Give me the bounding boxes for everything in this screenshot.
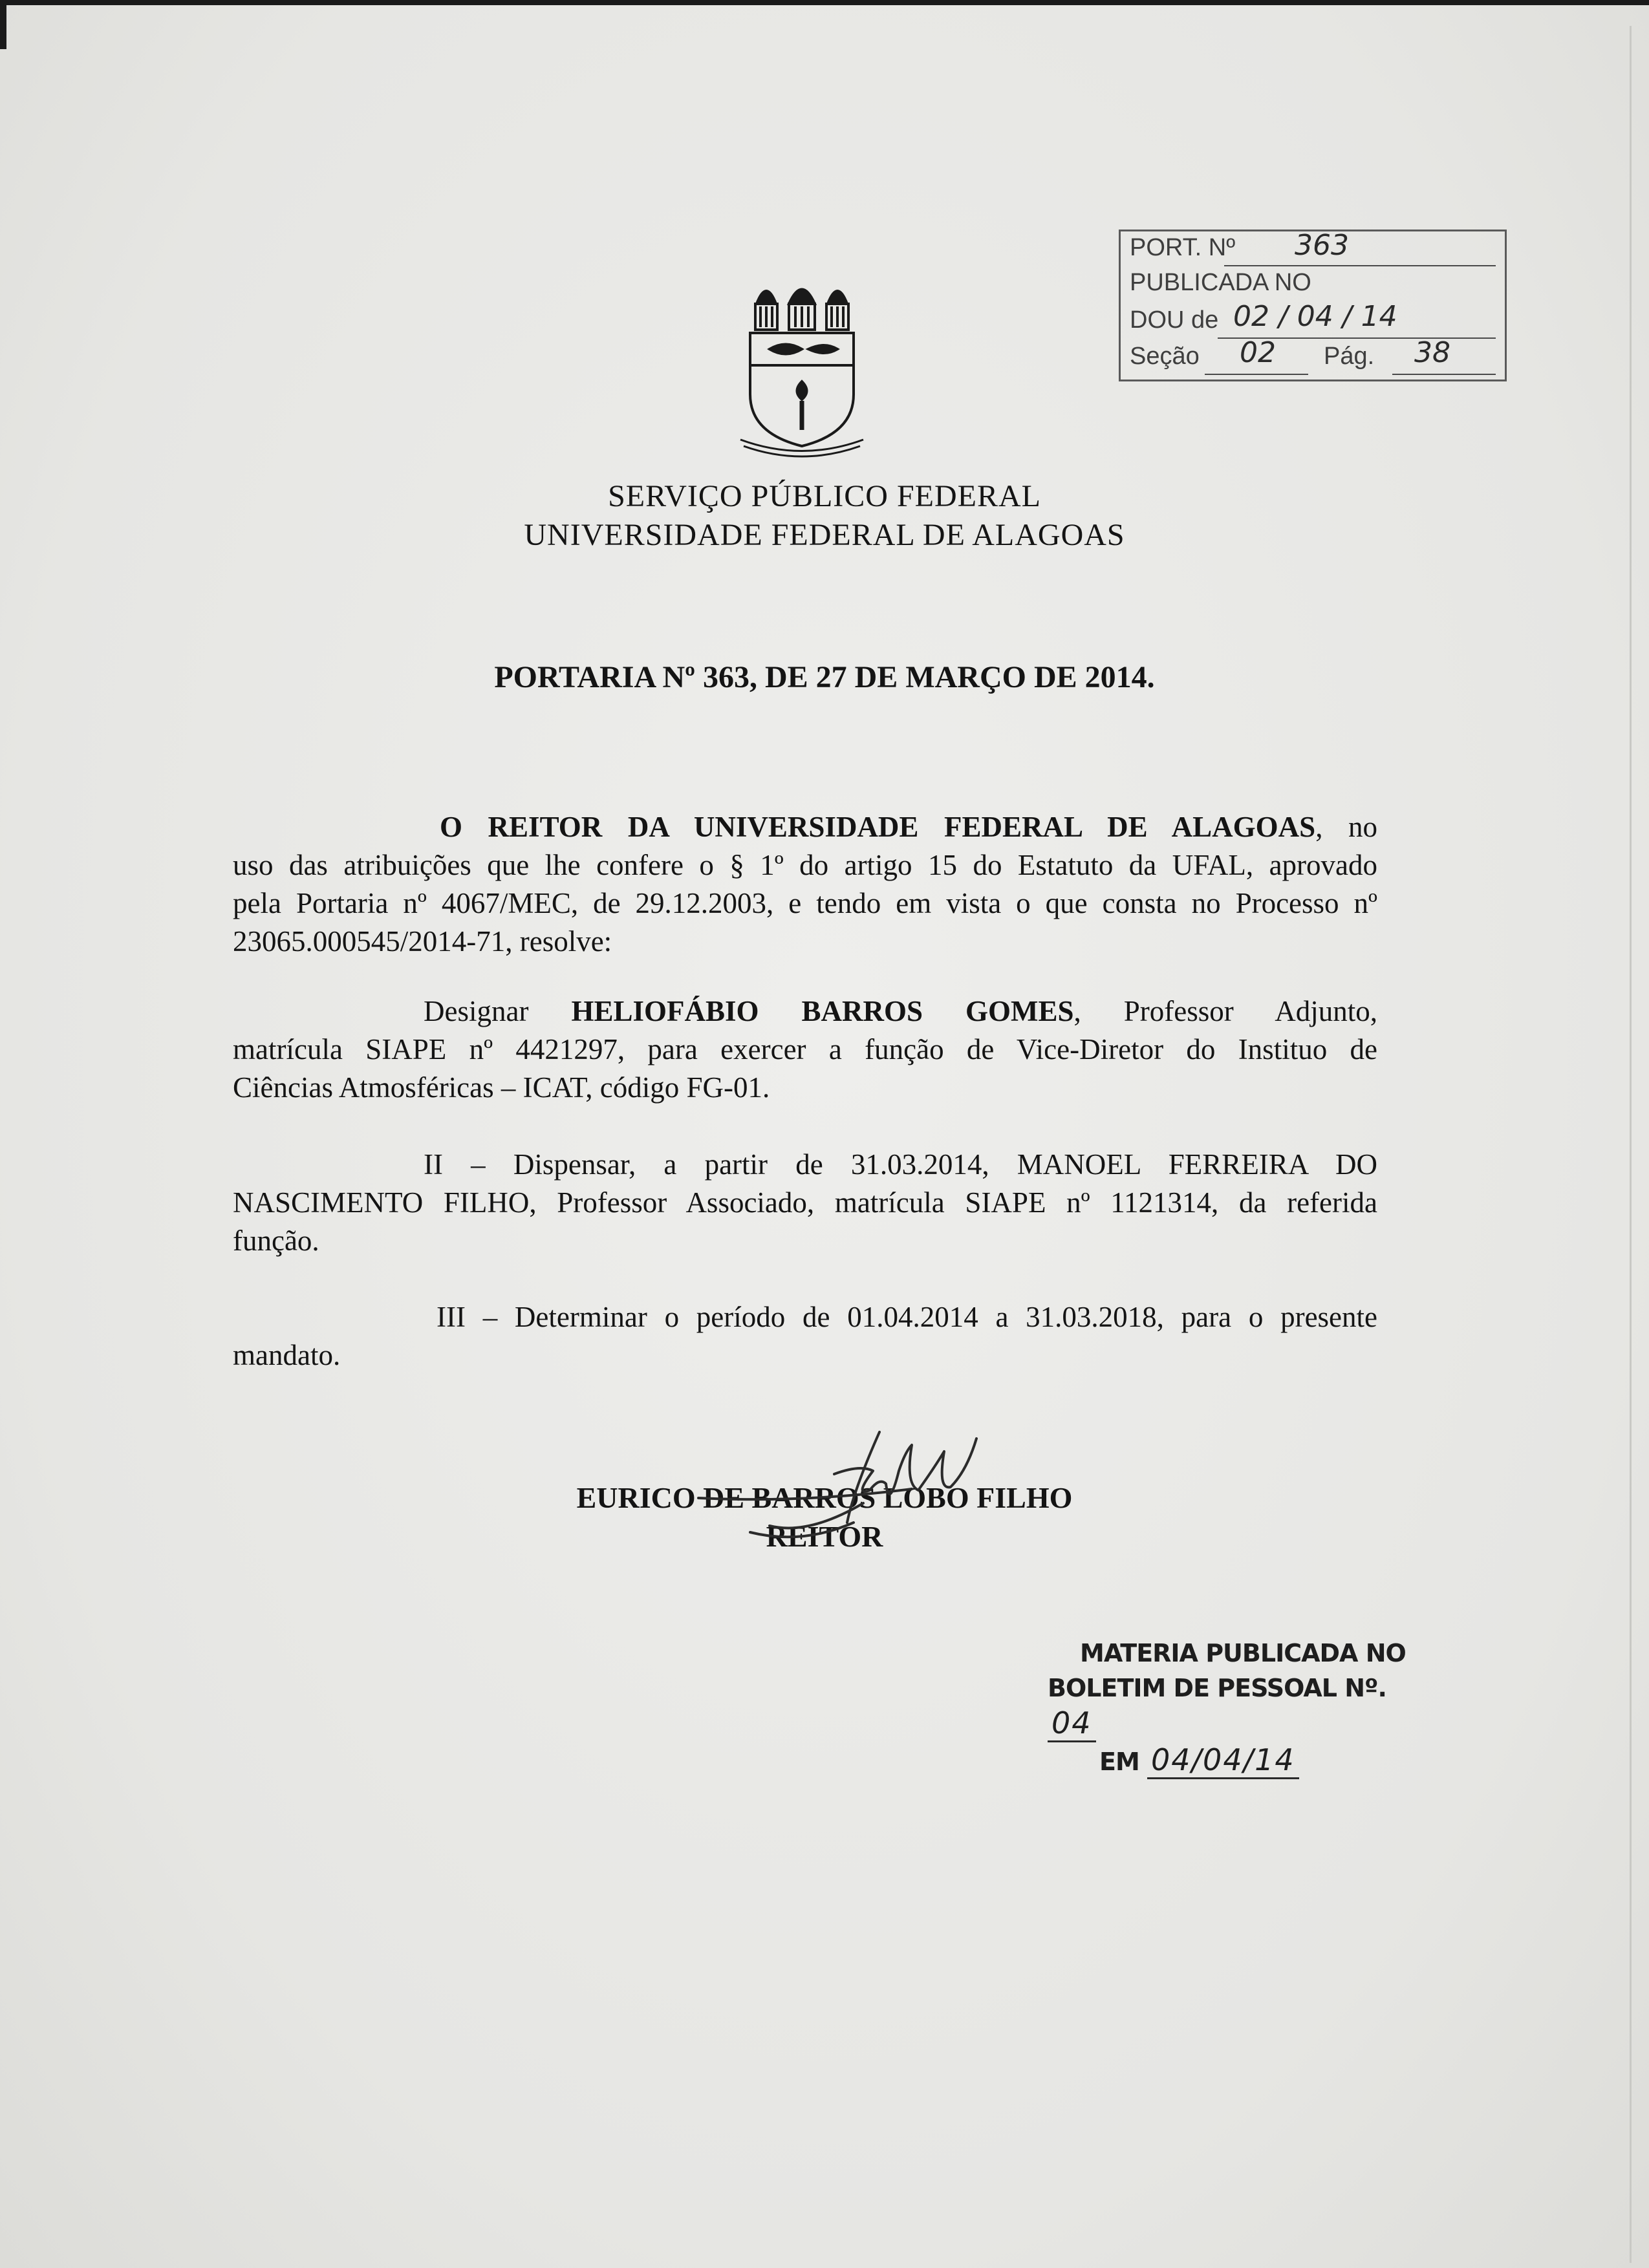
stamp-dou-value: 02 / 04 / 14 xyxy=(1233,300,1397,333)
bulletin-stamp-line-1: MATERIA PUBLICADA NO xyxy=(1080,1639,1406,1667)
header-line-2: UNIVERSIDADE FEDERAL DE ALAGOAS xyxy=(524,518,1125,552)
item-1-lead-rest: , Professor Adjunto, xyxy=(1073,995,1377,1027)
document-title: PORTARIA Nº 363, DE 27 DE MARÇO DE 2014. xyxy=(494,660,1155,694)
item-1-line-2: matrícula SIAPE nº 4421297, para exercer a função de Vice-Diretor do Instituo de xyxy=(233,1033,1377,1065)
header-line-1: SERVIÇO PÚBLICO FEDERAL xyxy=(608,479,1041,513)
university-crest-icon xyxy=(737,259,867,459)
item-1-line-1 xyxy=(233,992,1377,1031)
stamp-port-row xyxy=(1130,229,1349,268)
bulletin-stamp-line-3 xyxy=(1048,1742,1410,1779)
publication-stamp xyxy=(1119,230,1507,381)
scan-edge-right xyxy=(1630,26,1632,2263)
scan-edge-left xyxy=(0,0,6,49)
item-3-line-2: mandato. xyxy=(233,1339,341,1371)
bulletin-date-label: EM xyxy=(1099,1748,1139,1776)
stamp-pag-label: Pág. xyxy=(1324,343,1375,370)
stamp-secao-value: 02 xyxy=(1240,336,1276,369)
bulletin-date: 04/04/14 xyxy=(1147,1742,1299,1779)
stamp-port-underline xyxy=(1224,265,1496,266)
item-1-lead: Designar xyxy=(424,995,572,1027)
item-1-paragraph xyxy=(233,992,1377,1107)
preamble-line-4: 23065.000545/2014-71, resolve: xyxy=(233,925,612,957)
stamp-secao-underline xyxy=(1205,374,1308,375)
stamp-secao-row xyxy=(1130,336,1450,376)
bulletin-label: BOLETIM DE PESSOAL Nº. xyxy=(1048,1674,1386,1702)
stamp-dou-label: DOU de xyxy=(1130,306,1219,334)
bulletin-number: 04 xyxy=(1048,1706,1096,1742)
item-2-line-1: II – Dispensar, a partir de 31.03.2014, MANOEL FERREIRA DO xyxy=(424,1148,1377,1181)
bulletin-stamp xyxy=(1048,1636,1410,1779)
preamble-line-3: pela Portaria nº 4067/MEC, de 29.12.2003, e tendo em vista o que consta no Processo nº xyxy=(233,887,1377,919)
preamble-paragraph xyxy=(233,808,1377,961)
preamble-line-1 xyxy=(233,808,1377,846)
signatory-name: EURICO DE BARROS LOBO FILHO xyxy=(576,1481,1073,1514)
stamp-dou-row xyxy=(1130,300,1397,340)
item-1-line-3: Ciências Atmosféricas – ICAT, código FG-01. xyxy=(233,1071,770,1104)
item-2-paragraph xyxy=(233,1146,1377,1260)
item-2-line-2: NASCIMENTO FILHO, Professor Associado, matrícula SIAPE nº 1121314, da referida xyxy=(233,1186,1377,1219)
preamble-lead-rest: , no xyxy=(1315,811,1377,843)
item-2-line-3: função. xyxy=(233,1225,319,1257)
bulletin-stamp-line-2 xyxy=(1048,1671,1410,1742)
preamble-lead: O REITOR DA UNIVERSIDADE FEDERAL DE ALAGOAS xyxy=(440,811,1316,843)
item-3-line-1: III – Determinar o período de 01.04.2014 a 31.03.2018, para o presente xyxy=(436,1301,1377,1333)
preamble-line-2: uso das atribuições que lhe confere o § 1º do artigo 15 do Estatuto da UFAL, aprovado xyxy=(233,849,1377,881)
stamp-publicada-label: PUBLICADA NO xyxy=(1130,269,1311,296)
stamp-port-value: 363 xyxy=(1295,229,1349,262)
handwritten-signature xyxy=(640,1413,1041,1568)
stamp-pag-value: 38 xyxy=(1414,336,1450,369)
item-1-name: HELIOFÁBIO BARROS GOMES xyxy=(571,995,1074,1027)
stamp-port-label: PORT. Nº xyxy=(1130,234,1236,261)
stamp-secao-label: Seção xyxy=(1130,343,1200,370)
stamp-pag-underline xyxy=(1392,374,1496,375)
scan-edge-top xyxy=(0,0,1649,5)
signatory-role: REITOR xyxy=(766,1520,883,1553)
item-3-paragraph xyxy=(233,1298,1377,1375)
